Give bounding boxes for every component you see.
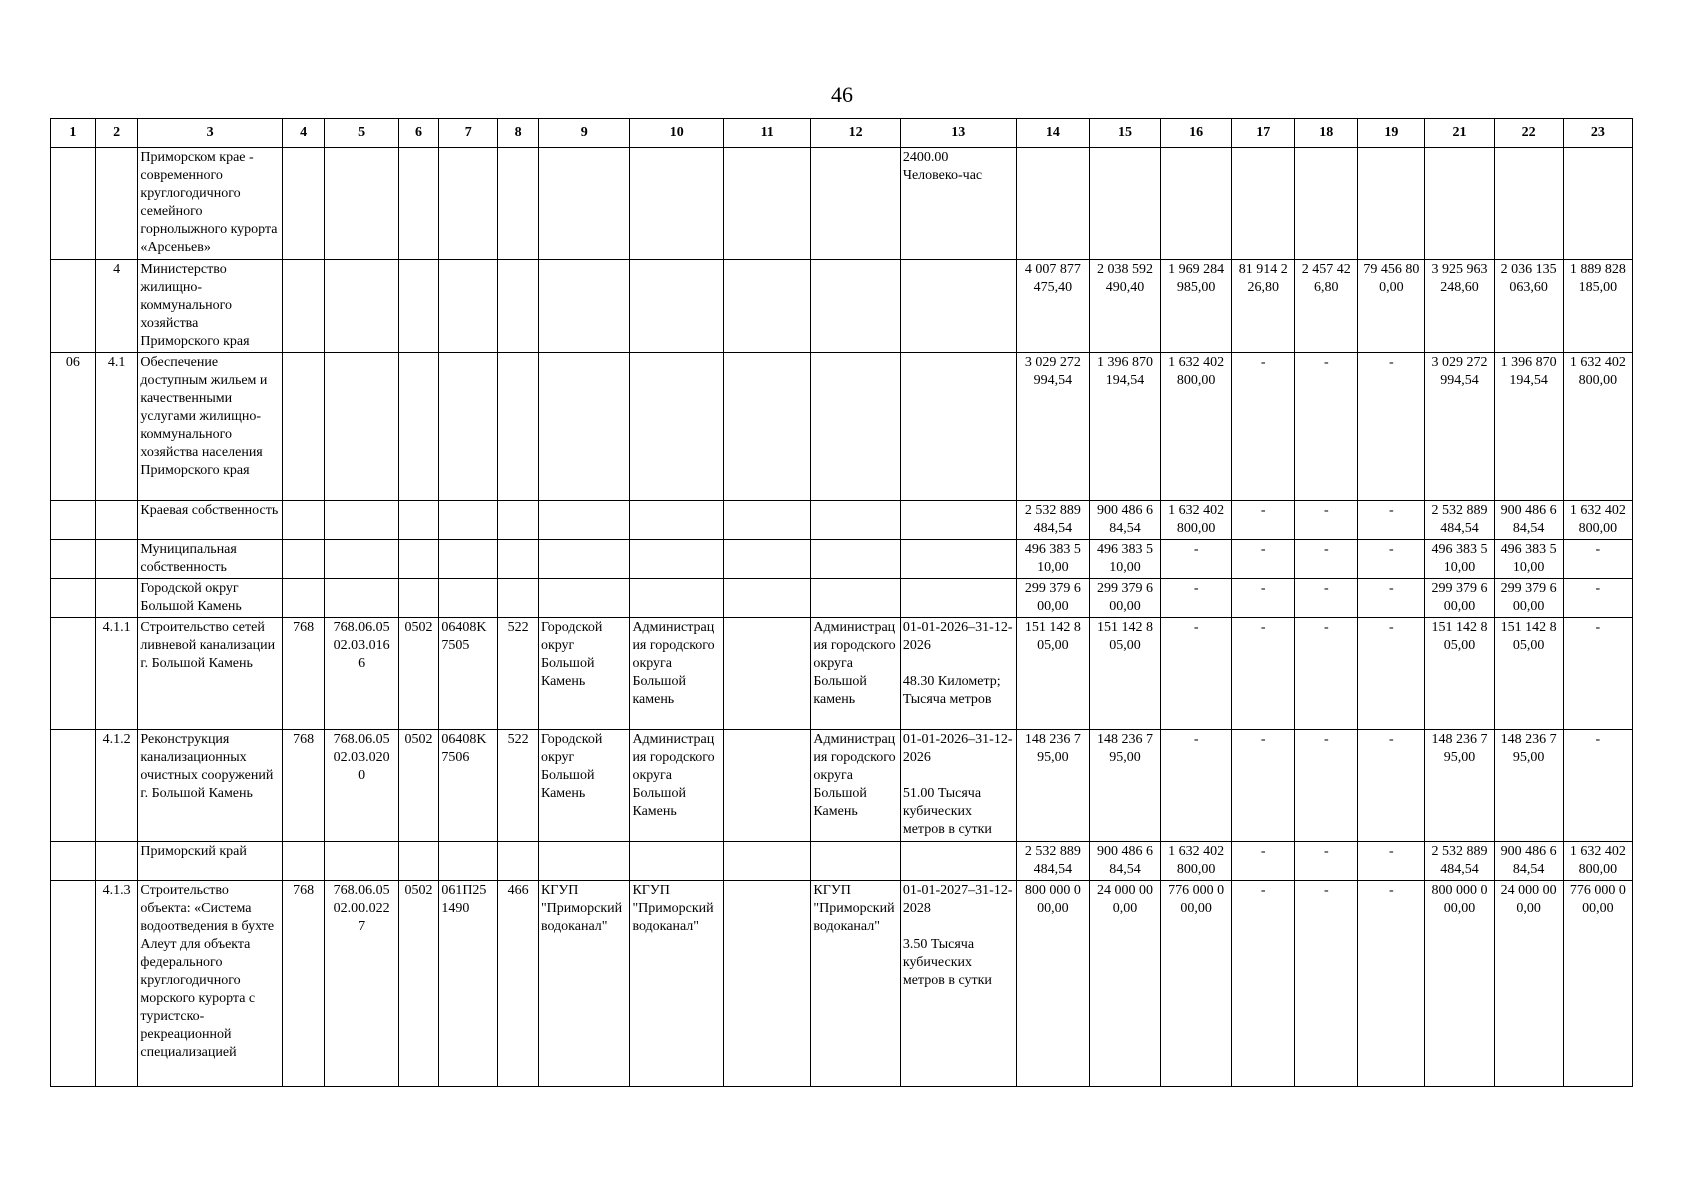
cell-col-7 bbox=[439, 353, 498, 501]
cell-col-2 bbox=[95, 579, 138, 618]
cell-col-6 bbox=[398, 501, 439, 540]
cell-col-6 bbox=[398, 579, 439, 618]
cell-col-4 bbox=[282, 260, 325, 353]
cell-col-12: Администрация городского округа Большой камень bbox=[811, 618, 900, 730]
cell-col-13: 01-01-2027–31-12-2028 3.50 Тысяча кубических метров в сутки bbox=[900, 881, 1016, 1087]
cell-col-14: 3 029 272 994,54 bbox=[1016, 353, 1089, 501]
cell-col-23: - bbox=[1563, 618, 1632, 730]
table-row bbox=[51, 501, 1633, 540]
cell-col-1 bbox=[51, 618, 96, 730]
cell-col-15: 2 038 592 490,40 bbox=[1089, 260, 1160, 353]
cell-col-18: - bbox=[1295, 579, 1358, 618]
table-row bbox=[51, 881, 1633, 1087]
cell-col-23: - bbox=[1563, 730, 1632, 842]
cell-col-19: - bbox=[1358, 540, 1425, 579]
cell-col-4: 768 bbox=[282, 730, 325, 842]
cell-col-4: 768 bbox=[282, 618, 325, 730]
cell-col-21: 299 379 6 00,00 bbox=[1425, 579, 1494, 618]
cell-col-5 bbox=[325, 260, 398, 353]
cell-col-23: 1 632 402 800,00 bbox=[1563, 842, 1632, 881]
cell-col-22 bbox=[1494, 148, 1563, 260]
column-header-18: 18 bbox=[1295, 119, 1358, 148]
cell-col-2: 4.1.2 bbox=[95, 730, 138, 842]
cell-col-17: - bbox=[1232, 730, 1295, 842]
cell-col-10: КГУП "Приморский водоканал" bbox=[630, 881, 724, 1087]
cell-col-17 bbox=[1232, 148, 1295, 260]
cell-col-2: 4.1 bbox=[95, 353, 138, 501]
column-header-10: 10 bbox=[630, 119, 724, 148]
cell-col-3: Краевая собственность bbox=[138, 501, 282, 540]
cell-col-21: 2 532 889 484,54 bbox=[1425, 842, 1494, 881]
column-header-23: 23 bbox=[1563, 119, 1632, 148]
cell-col-11 bbox=[723, 260, 810, 353]
cell-col-18 bbox=[1295, 148, 1358, 260]
cell-col-15: 148 236 7 95,00 bbox=[1089, 730, 1160, 842]
cell-col-22: 148 236 7 95,00 bbox=[1494, 730, 1563, 842]
cell-col-6 bbox=[398, 842, 439, 881]
cell-col-21: 800 000 0 00,00 bbox=[1425, 881, 1494, 1087]
budget-table bbox=[50, 118, 1633, 1087]
cell-col-14: 4 007 877 475,40 bbox=[1016, 260, 1089, 353]
cell-col-12 bbox=[811, 501, 900, 540]
cell-col-9 bbox=[538, 501, 630, 540]
cell-col-14: 800 000 0 00,00 bbox=[1016, 881, 1089, 1087]
cell-col-11 bbox=[723, 579, 810, 618]
cell-col-5 bbox=[325, 540, 398, 579]
column-header-3: 3 bbox=[138, 119, 282, 148]
cell-col-4 bbox=[282, 353, 325, 501]
cell-col-12 bbox=[811, 353, 900, 501]
cell-col-15 bbox=[1089, 148, 1160, 260]
cell-col-9 bbox=[538, 148, 630, 260]
column-header-1: 1 bbox=[51, 119, 96, 148]
cell-col-19: - bbox=[1358, 501, 1425, 540]
cell-col-13: 2400.00 Человеко-час bbox=[900, 148, 1016, 260]
cell-col-15: 24 000 00 0,00 bbox=[1089, 881, 1160, 1087]
cell-col-17: - bbox=[1232, 501, 1295, 540]
cell-col-2 bbox=[95, 148, 138, 260]
cell-col-19: - bbox=[1358, 579, 1425, 618]
cell-col-12: Администрация городского округа Большой Камень bbox=[811, 730, 900, 842]
cell-col-19: 79 456 80 0,00 bbox=[1358, 260, 1425, 353]
cell-col-10 bbox=[630, 842, 724, 881]
cell-col-10 bbox=[630, 540, 724, 579]
cell-col-21: 496 383 5 10,00 bbox=[1425, 540, 1494, 579]
cell-col-19: - bbox=[1358, 618, 1425, 730]
cell-col-19: - bbox=[1358, 842, 1425, 881]
column-header-6: 6 bbox=[398, 119, 439, 148]
cell-col-4 bbox=[282, 579, 325, 618]
cell-col-9 bbox=[538, 260, 630, 353]
table-row bbox=[51, 148, 1633, 260]
column-header-13: 13 bbox=[900, 119, 1016, 148]
cell-col-15: 900 486 6 84,54 bbox=[1089, 842, 1160, 881]
cell-col-15: 496 383 5 10,00 bbox=[1089, 540, 1160, 579]
column-header-15: 15 bbox=[1089, 119, 1160, 148]
cell-col-14: 299 379 6 00,00 bbox=[1016, 579, 1089, 618]
column-header-19: 19 bbox=[1358, 119, 1425, 148]
cell-col-4 bbox=[282, 842, 325, 881]
cell-col-18: - bbox=[1295, 881, 1358, 1087]
cell-col-11 bbox=[723, 501, 810, 540]
cell-col-6 bbox=[398, 353, 439, 501]
cell-col-10 bbox=[630, 501, 724, 540]
cell-col-14: 148 236 7 95,00 bbox=[1016, 730, 1089, 842]
cell-col-4 bbox=[282, 148, 325, 260]
cell-col-16: - bbox=[1161, 618, 1232, 730]
cell-col-11 bbox=[723, 148, 810, 260]
cell-col-9 bbox=[538, 540, 630, 579]
cell-col-22: 900 486 6 84,54 bbox=[1494, 842, 1563, 881]
cell-col-19: - bbox=[1358, 730, 1425, 842]
table-row bbox=[51, 540, 1633, 579]
column-header-5: 5 bbox=[325, 119, 398, 148]
cell-col-1 bbox=[51, 579, 96, 618]
table-header-row bbox=[51, 119, 1633, 148]
cell-col-21: 2 532 889 484,54 bbox=[1425, 501, 1494, 540]
cell-col-6: 0502 bbox=[398, 730, 439, 842]
column-header-11: 11 bbox=[723, 119, 810, 148]
cell-col-9 bbox=[538, 842, 630, 881]
cell-col-15: 299 379 6 00,00 bbox=[1089, 579, 1160, 618]
column-header-17: 17 bbox=[1232, 119, 1295, 148]
cell-col-2: 4.1.1 bbox=[95, 618, 138, 730]
cell-col-6 bbox=[398, 260, 439, 353]
cell-col-1 bbox=[51, 730, 96, 842]
cell-col-23 bbox=[1563, 148, 1632, 260]
cell-col-13: 01-01-2026–31-12-2026 51.00 Тысяча кубических метров в сутки bbox=[900, 730, 1016, 842]
cell-col-18: 2 457 42 6,80 bbox=[1295, 260, 1358, 353]
cell-col-9: Городской округ Большой Камень bbox=[538, 730, 630, 842]
cell-col-7: 061П25 1490 bbox=[439, 881, 498, 1087]
cell-col-18: - bbox=[1295, 730, 1358, 842]
cell-col-18: - bbox=[1295, 540, 1358, 579]
column-header-16: 16 bbox=[1161, 119, 1232, 148]
cell-col-23: 1 632 402 800,00 bbox=[1563, 501, 1632, 540]
cell-col-18: - bbox=[1295, 353, 1358, 501]
cell-col-13 bbox=[900, 260, 1016, 353]
cell-col-5 bbox=[325, 353, 398, 501]
cell-col-22: 496 383 5 10,00 bbox=[1494, 540, 1563, 579]
cell-col-8: 522 bbox=[498, 618, 539, 730]
cell-col-3: Реконструкция канализационных очистных сооружений г. Большой Камень bbox=[138, 730, 282, 842]
cell-col-13 bbox=[900, 540, 1016, 579]
cell-col-9 bbox=[538, 579, 630, 618]
cell-col-8 bbox=[498, 148, 539, 260]
column-header-21: 21 bbox=[1425, 119, 1494, 148]
column-header-9: 9 bbox=[538, 119, 630, 148]
cell-col-14: 2 532 889 484,54 bbox=[1016, 501, 1089, 540]
cell-col-8 bbox=[498, 353, 539, 501]
cell-col-2: 4.1.3 bbox=[95, 881, 138, 1087]
cell-col-10: Администрация городского округа Большой камень bbox=[630, 618, 724, 730]
cell-col-17: - bbox=[1232, 842, 1295, 881]
cell-col-13 bbox=[900, 353, 1016, 501]
cell-col-21 bbox=[1425, 148, 1494, 260]
column-header-8: 8 bbox=[498, 119, 539, 148]
cell-col-17: - bbox=[1232, 881, 1295, 1087]
cell-col-14: 496 383 5 10,00 bbox=[1016, 540, 1089, 579]
cell-col-14: 151 142 8 05,00 bbox=[1016, 618, 1089, 730]
cell-col-11 bbox=[723, 618, 810, 730]
cell-col-7 bbox=[439, 148, 498, 260]
cell-col-7 bbox=[439, 579, 498, 618]
cell-col-22: 299 379 6 00,00 bbox=[1494, 579, 1563, 618]
cell-col-9 bbox=[538, 353, 630, 501]
column-header-7: 7 bbox=[439, 119, 498, 148]
cell-col-11 bbox=[723, 730, 810, 842]
cell-col-14: 2 532 889 484,54 bbox=[1016, 842, 1089, 881]
cell-col-23: - bbox=[1563, 540, 1632, 579]
column-header-22: 22 bbox=[1494, 119, 1563, 148]
cell-col-13 bbox=[900, 501, 1016, 540]
cell-col-21: 151 142 8 05,00 bbox=[1425, 618, 1494, 730]
table-row bbox=[51, 353, 1633, 501]
cell-col-15: 1 396 870 194,54 bbox=[1089, 353, 1160, 501]
cell-col-19 bbox=[1358, 148, 1425, 260]
cell-col-21: 3 925 963 248,60 bbox=[1425, 260, 1494, 353]
cell-col-8 bbox=[498, 842, 539, 881]
cell-col-8 bbox=[498, 501, 539, 540]
cell-col-11 bbox=[723, 881, 810, 1087]
cell-col-4 bbox=[282, 501, 325, 540]
cell-col-1 bbox=[51, 148, 96, 260]
cell-col-1 bbox=[51, 842, 96, 881]
cell-col-16: 1 632 402 800,00 bbox=[1161, 353, 1232, 501]
cell-col-2 bbox=[95, 540, 138, 579]
cell-col-16: 1 632 402 800,00 bbox=[1161, 501, 1232, 540]
cell-col-11 bbox=[723, 353, 810, 501]
cell-col-3: Приморском крае - современного круглогодичного семейного горнолыжного курорта «Арсеньев» bbox=[138, 148, 282, 260]
column-header-12: 12 bbox=[811, 119, 900, 148]
cell-col-7 bbox=[439, 501, 498, 540]
cell-col-5: 768.06.05 02.03.020 0 bbox=[325, 730, 398, 842]
cell-col-17: - bbox=[1232, 540, 1295, 579]
cell-col-3: Обеспечение доступным жильем и качественными услугами жилищно-коммунального хозяйства населения Приморского края bbox=[138, 353, 282, 501]
cell-col-18: - bbox=[1295, 501, 1358, 540]
cell-col-10: Администрация городского округа Большой Камень bbox=[630, 730, 724, 842]
cell-col-6: 0502 bbox=[398, 618, 439, 730]
cell-col-17: - bbox=[1232, 618, 1295, 730]
page-number: 46 bbox=[831, 82, 853, 107]
cell-col-19: - bbox=[1358, 353, 1425, 501]
cell-col-12 bbox=[811, 842, 900, 881]
cell-col-9: КГУП "Приморский водоканал" bbox=[538, 881, 630, 1087]
cell-col-18: - bbox=[1295, 618, 1358, 730]
cell-col-17: 81 914 2 26,80 bbox=[1232, 260, 1295, 353]
cell-col-22: 900 486 6 84,54 bbox=[1494, 501, 1563, 540]
cell-col-6 bbox=[398, 540, 439, 579]
cell-col-8 bbox=[498, 260, 539, 353]
cell-col-7 bbox=[439, 260, 498, 353]
cell-col-12 bbox=[811, 540, 900, 579]
cell-col-13 bbox=[900, 579, 1016, 618]
cell-col-3: Городской округ Большой Камень bbox=[138, 579, 282, 618]
cell-col-22: 24 000 00 0,00 bbox=[1494, 881, 1563, 1087]
cell-col-8 bbox=[498, 540, 539, 579]
table-row bbox=[51, 842, 1633, 881]
cell-col-12 bbox=[811, 579, 900, 618]
cell-col-7 bbox=[439, 540, 498, 579]
cell-col-16: 776 000 0 00,00 bbox=[1161, 881, 1232, 1087]
cell-col-11 bbox=[723, 540, 810, 579]
cell-col-5 bbox=[325, 501, 398, 540]
cell-col-3: Министерство жилищно-коммунального хозяйства Приморского края bbox=[138, 260, 282, 353]
cell-col-22: 1 396 870 194,54 bbox=[1494, 353, 1563, 501]
cell-col-2: 4 bbox=[95, 260, 138, 353]
cell-col-1: 06 bbox=[51, 353, 96, 501]
cell-col-7: 06408K 7505 bbox=[439, 618, 498, 730]
cell-col-8: 522 bbox=[498, 730, 539, 842]
table-row bbox=[51, 618, 1633, 730]
cell-col-2 bbox=[95, 842, 138, 881]
cell-col-22: 151 142 8 05,00 bbox=[1494, 618, 1563, 730]
cell-col-1 bbox=[51, 260, 96, 353]
cell-col-9: Городской округ Большой Камень bbox=[538, 618, 630, 730]
cell-col-3: Строительство объекта: «Система водоотведения в бухте Алеут для объекта федерального круглогодичного морского курорта с туристско-рекреационной специализацией bbox=[138, 881, 282, 1087]
cell-col-12 bbox=[811, 148, 900, 260]
cell-col-23: 1 889 828 185,00 bbox=[1563, 260, 1632, 353]
cell-col-1 bbox=[51, 881, 96, 1087]
cell-col-13 bbox=[900, 842, 1016, 881]
cell-col-5 bbox=[325, 148, 398, 260]
cell-col-3: Строительство сетей ливневой канализации г. Большой Камень bbox=[138, 618, 282, 730]
cell-col-22: 2 036 135 063,60 bbox=[1494, 260, 1563, 353]
cell-col-17: - bbox=[1232, 579, 1295, 618]
cell-col-23: - bbox=[1563, 579, 1632, 618]
cell-col-3: Муниципальная собственность bbox=[138, 540, 282, 579]
table-body bbox=[51, 148, 1633, 1087]
cell-col-10 bbox=[630, 353, 724, 501]
column-header-2: 2 bbox=[95, 119, 138, 148]
cell-col-10 bbox=[630, 579, 724, 618]
cell-col-6 bbox=[398, 148, 439, 260]
cell-col-16: - bbox=[1161, 540, 1232, 579]
cell-col-23: 776 000 0 00,00 bbox=[1563, 881, 1632, 1087]
cell-col-7 bbox=[439, 842, 498, 881]
cell-col-16: - bbox=[1161, 730, 1232, 842]
cell-col-18: - bbox=[1295, 842, 1358, 881]
cell-col-13: 01-01-2026–31-12-2026 48.30 Километр; Тысяча метров bbox=[900, 618, 1016, 730]
cell-col-12: КГУП "Приморский водоканал" bbox=[811, 881, 900, 1087]
cell-col-4: 768 bbox=[282, 881, 325, 1087]
cell-col-14 bbox=[1016, 148, 1089, 260]
cell-col-10 bbox=[630, 260, 724, 353]
table-row bbox=[51, 579, 1633, 618]
column-header-4: 4 bbox=[282, 119, 325, 148]
cell-col-6: 0502 bbox=[398, 881, 439, 1087]
cell-col-10 bbox=[630, 148, 724, 260]
cell-col-21: 148 236 7 95,00 bbox=[1425, 730, 1494, 842]
column-header-14: 14 bbox=[1016, 119, 1089, 148]
cell-col-19: - bbox=[1358, 881, 1425, 1087]
cell-col-2 bbox=[95, 501, 138, 540]
cell-col-21: 3 029 272 994,54 bbox=[1425, 353, 1494, 501]
cell-col-12 bbox=[811, 260, 900, 353]
table-row bbox=[51, 730, 1633, 842]
cell-col-16: 1 632 402 800,00 bbox=[1161, 842, 1232, 881]
cell-col-15: 151 142 8 05,00 bbox=[1089, 618, 1160, 730]
cell-col-5: 768.06.05 02.03.016 6 bbox=[325, 618, 398, 730]
cell-col-5: 768.06.05 02.00.022 7 bbox=[325, 881, 398, 1087]
cell-col-23: 1 632 402 800,00 bbox=[1563, 353, 1632, 501]
cell-col-5 bbox=[325, 842, 398, 881]
cell-col-11 bbox=[723, 842, 810, 881]
cell-col-4 bbox=[282, 540, 325, 579]
cell-col-8: 466 bbox=[498, 881, 539, 1087]
table-row bbox=[51, 260, 1633, 353]
cell-col-8 bbox=[498, 579, 539, 618]
cell-col-15: 900 486 6 84,54 bbox=[1089, 501, 1160, 540]
cell-col-16: 1 969 284 985,00 bbox=[1161, 260, 1232, 353]
cell-col-1 bbox=[51, 540, 96, 579]
cell-col-7: 06408K 7506 bbox=[439, 730, 498, 842]
cell-col-17: - bbox=[1232, 353, 1295, 501]
cell-col-16 bbox=[1161, 148, 1232, 260]
cell-col-1 bbox=[51, 501, 96, 540]
cell-col-16: - bbox=[1161, 579, 1232, 618]
cell-col-5 bbox=[325, 579, 398, 618]
cell-col-3: Приморский край bbox=[138, 842, 282, 881]
